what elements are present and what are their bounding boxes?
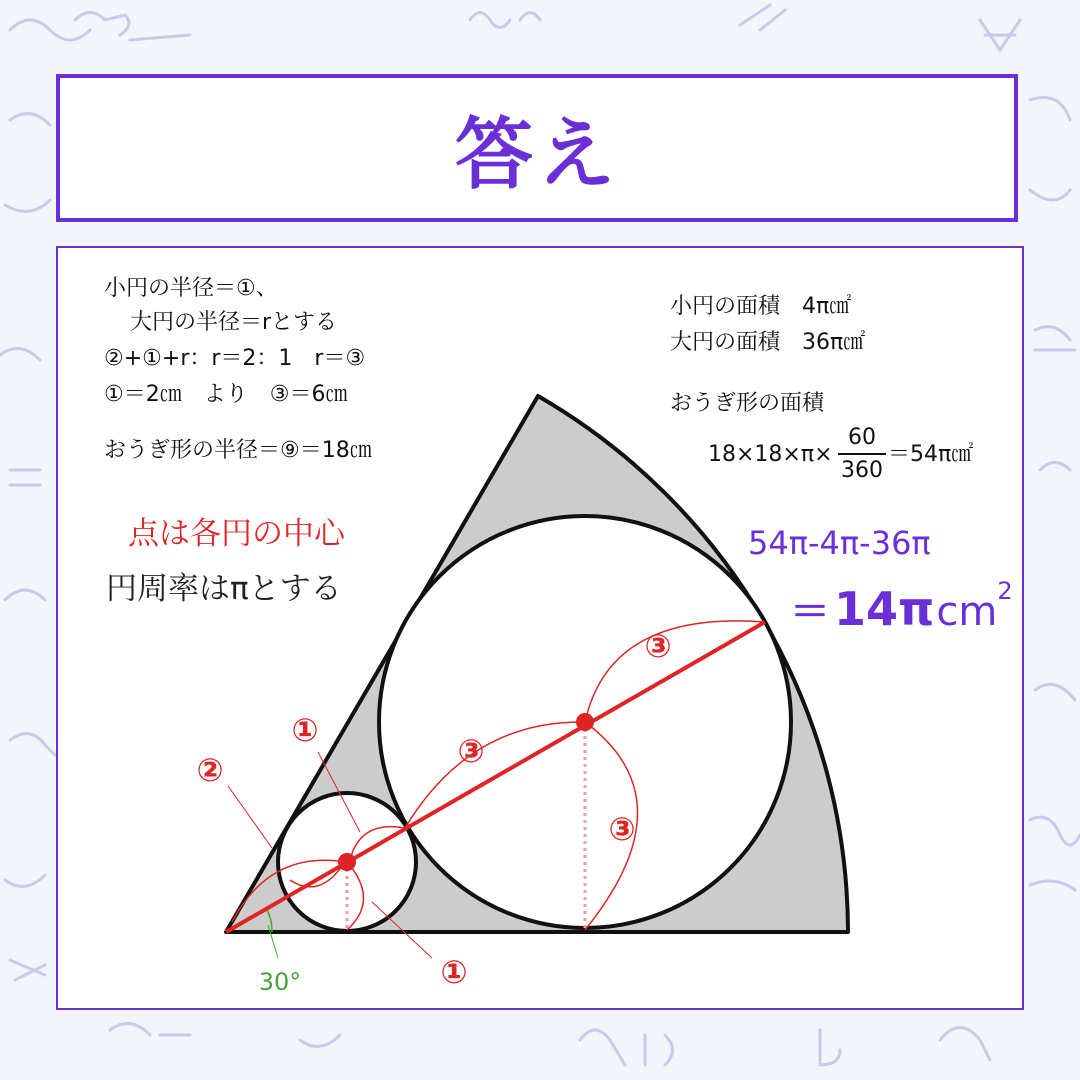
sector-expression-right: ＝54π㎠	[888, 442, 974, 467]
leader-2	[228, 786, 272, 848]
sector-area-label: おうぎ形の面積	[670, 391, 825, 416]
explanation-line-2: 大円の半径＝rとする	[130, 310, 338, 335]
label-segment-1-lower: ①	[440, 953, 468, 991]
explanation-line-4: ①＝2㎝ より ③＝6㎝	[104, 382, 348, 407]
result-expression: 54π-4π-36π	[748, 524, 931, 562]
answer-equals: ＝	[790, 589, 830, 635]
small-circle-center	[338, 853, 356, 871]
explanation-line-1: 小円の半径＝①、	[104, 276, 278, 301]
large-circle-center	[576, 713, 594, 731]
sector-radius-line: おうぎ形の半径＝⑨＝18㎝	[104, 438, 372, 463]
sector-expression-left: 18×18×π×	[708, 442, 833, 467]
label-segment-2: ②	[196, 751, 224, 789]
label-angle: 30°	[258, 968, 302, 996]
large-circle-area: 大円の面積 36π㎠	[670, 330, 866, 355]
pi-note: 円周率はπとする	[106, 571, 342, 607]
label-segment-3-left: ③	[457, 732, 485, 770]
fraction-denominator: 360	[841, 458, 883, 483]
label-segment-1-upper: ①	[291, 711, 319, 749]
explanation-line-3: ②+①+r：r＝2：1 r＝③	[104, 346, 366, 371]
label-segment-3-upper: ③	[644, 627, 672, 665]
answer-value: 14π	[834, 582, 935, 636]
small-circle-area: 小円の面積 4π㎠	[670, 294, 852, 319]
label-segment-3-lower: ③	[608, 810, 636, 848]
answer-unit: cm	[936, 589, 998, 635]
answer-exponent: 2	[997, 577, 1013, 605]
center-note: 点は各円の中心	[128, 516, 345, 552]
fraction-numerator: 60	[848, 425, 876, 450]
page-title: 答え	[454, 110, 619, 200]
